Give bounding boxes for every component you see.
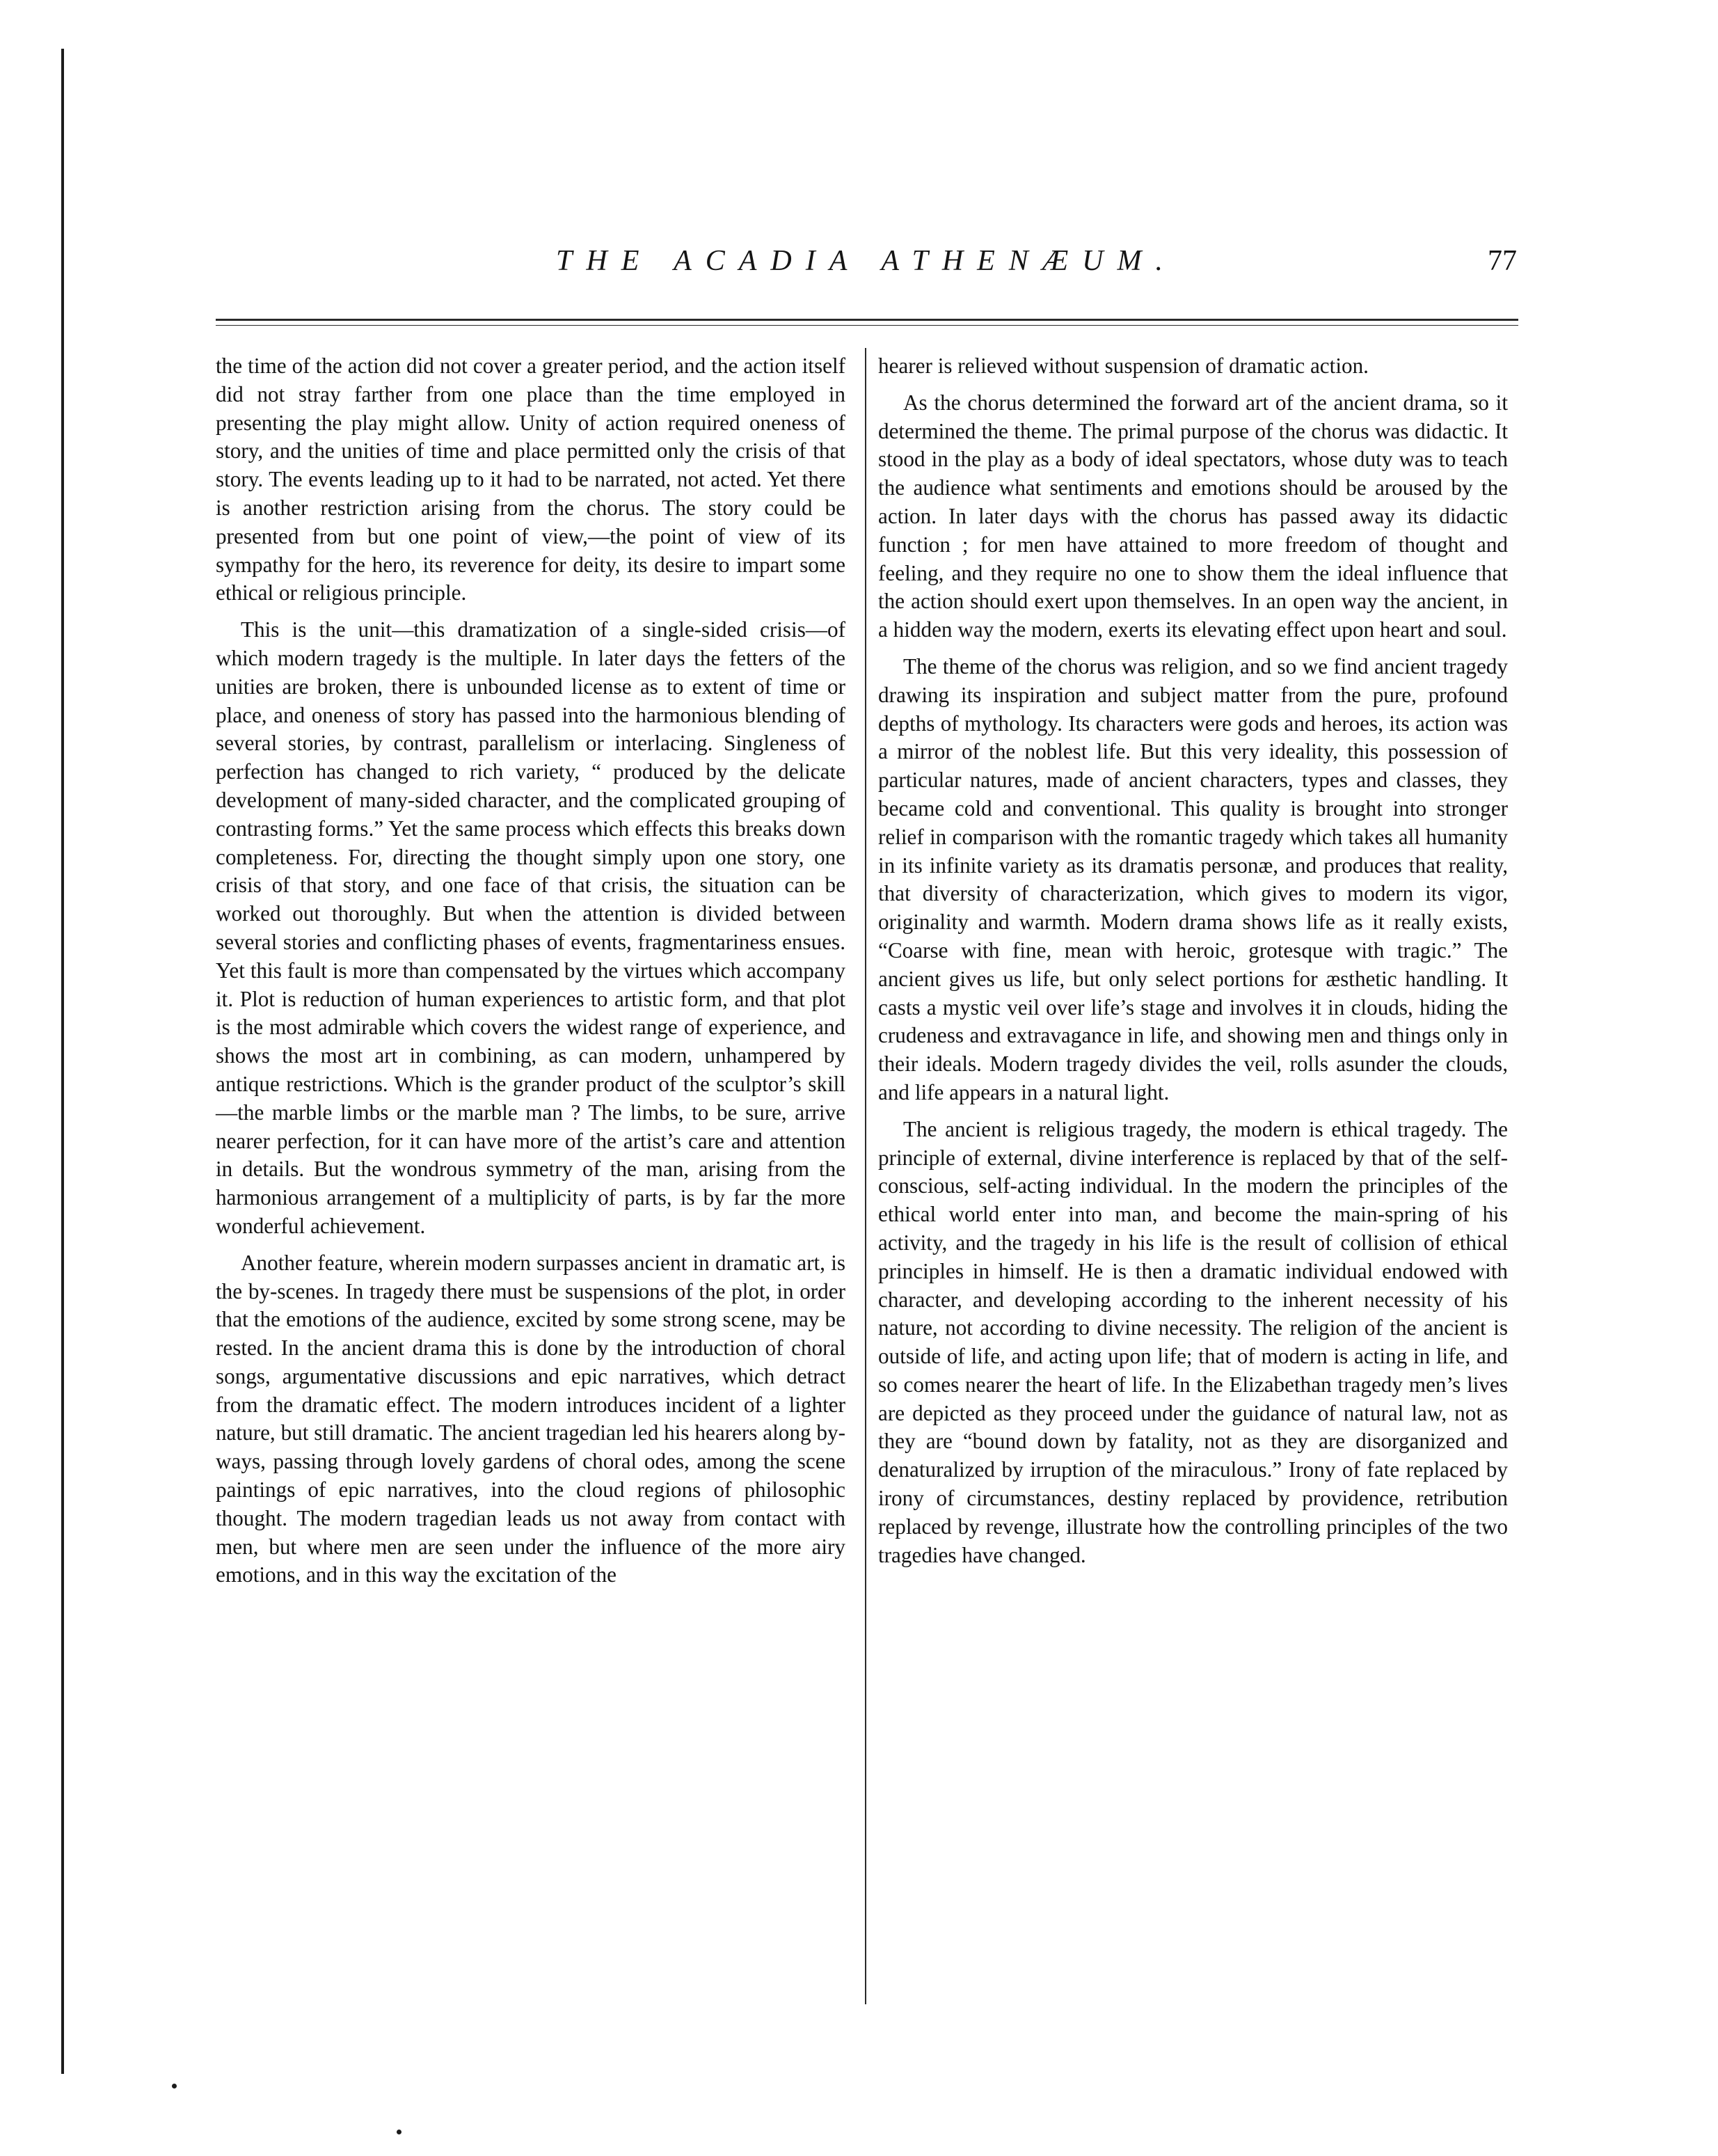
page-number: 77 (1488, 245, 1517, 277)
paragraph: The ancient is religious tragedy, the modern is ethical tragedy. The principle of external, divine interference is replaced by that of the self-conscious, self-acting individual. In the modern the principles of the ethical world enter into man, and become the main-spring of his activity, and the tragedy in his life is the result of collision of ethical principles in himself. He is then a dramatic individual endowed with character, and developing according to the inherent necessity of his nature, not according to divine necessity. The religion of the ancient is outside of life, and acting upon life; that of modern is acting in life, and so comes nearer the heart of life. In the Elizabethan tragedy men’s lives are depicted as they proceed under the guidance of natural law, not as they are “bound down by fatality, not as they are disorganized and denaturalized by irruption of the miraculous.” Irony of fate replaced by irony of circumstances, destiny replaced by providence, retribution replaced by revenge, illustrate how the controlling principles of the two tragedies have changed. (878, 1116, 1508, 1567)
paragraph: the time of the action did not cover a greater period, and the action itself did not stray farther from one place than the time employed in presenting the play might allow. Unity of action required oneness of story, and the unities of time and place permitted only the crisis of that story. The events leading up to it had to be narrated, not acted. Yet there is another restriction arising from the chorus. The story could be presented from but one point of view,—the point of view of its sympathy for the hero, its reverence for deity, its desire to impart some ethical or religious principle. (216, 354, 845, 605)
page-header (216, 237, 1517, 285)
paragraph: This is the unit—this dramatization of a single-sided crisis—of which modern tragedy is the multiple. In later days the fetters of the unities are broken, there is unbounded license as to extent of time or place, and oneness of story has passed into the harmonious blending of several stories, by contrast, parallelism or interlacing. Singleness of perfection has changed to rich variety, “ produced by the delicate development of many-sided character, and the complicated grouping of contrasting forms.” Yet the same process which effects this breaks down completeness. For, directing the thought simply upon one story, one crisis of that story, and one face of that crisis, the situation can be worked out thoroughly. But when the attention is divided between several stories and conflicting phases of events, fragmentariness ensues. Yet this fault is more than compensated by the virtues which accompany it. Plot is reduction of human experiences to artistic form, and that plot is the most admirable which covers the widest range of experience, and shows the most art in combining, as can modern, unhampered by antique restrictions. Which is the grander product of the sculptor’s skill—the marble limbs or the marble man ? The limbs, to be sure, arrive nearer perfection, for it can have more of the artist’s care and attention in details. But the wondrous symmetry of the man, arising from the harmonious arrangement of a multiplicity of parts, is by far the more wonderful achievement. (216, 617, 845, 1238)
binding-hole-mark (172, 2084, 177, 2088)
column-divider (865, 348, 866, 2004)
header-rule-thick (216, 319, 1518, 321)
binding-margin-rule (61, 49, 64, 2074)
header-rule-thin (216, 325, 1518, 326)
binding-hole-mark (397, 2130, 401, 2134)
paragraph: The theme of the chorus was religion, and so we find ancient tragedy drawing its inspiration and subject matter from the pure, profound depths of mythology. Its characters were gods and heroes, its action was a mirror of the noblest life. But this very ideality, this possession of particular natures, made of ancient characters, types and classes, they became cold and conventional. This quality is brought into stronger relief in comparison with the romantic tragedy which takes all humanity in its infinite variety as its dramatis personæ, and produces that reality, that diversity of characterization, which gives to modern its vigor, originality and warmth. Modern drama shows life as it really exists, “Coarse with fine, mean with heroic, grotesque with tragic.” The ancient gives us life, but only select portions for æsthetic handling. It casts a mystic veil over life’s stage and involves it in clouds, hiding the crudeness and extravagance in life, and showing men and things only in their ideals. Modern tragedy divides the veil, rolls asunder the clouds, and life appears in a natural light. (878, 653, 1508, 1104)
paragraph: Another feature, wherein modern surpasses ancient in dramatic art, is the by-scenes. In tragedy there must be suspensions of the plot, in order that the emotions of the audience, excited by some strong scene, may be rested. In the ancient drama this is done by the introduction of choral songs, argumentative discussions and epic narratives, which detract from the dramatic effect. The modern introduces incident of a lighter nature, but still dramatic. The ancient tragedian led his hearers along by-ways, passing through lovely gardens of choral odes, among the scene paintings of epic narratives, into the cloud regions of philosophic thought. The modern tragedian leads us not away from contact with men, but where men are seen under the influence of the more airy emotions, and in this way the excitation of the (216, 1250, 845, 1587)
paragraph: hearer is relieved without suspension of dramatic action. (878, 354, 1369, 378)
paragraph: As the chorus determined the forward art of the ancient drama, so it determined the theme. The primal purpose of the chorus was didactic. It stood in the play as a body of ideal spectators, whose duty was to teach the audience what sentiments and emotions should be aroused by the action. In later days with the chorus has passed away its didactic function ; for men have attained to more freedom of thought and feeling, and they require no one to show them the ideal influence that the action should exert upon themselves. In an open way the ancient, in a hidden way the modern, exerts its elevating effect upon heart and soul. (878, 390, 1508, 642)
running-title: THE ACADIA ATHENÆUM. (556, 245, 1177, 277)
left-column (216, 352, 845, 1598)
right-column (878, 352, 1508, 1578)
